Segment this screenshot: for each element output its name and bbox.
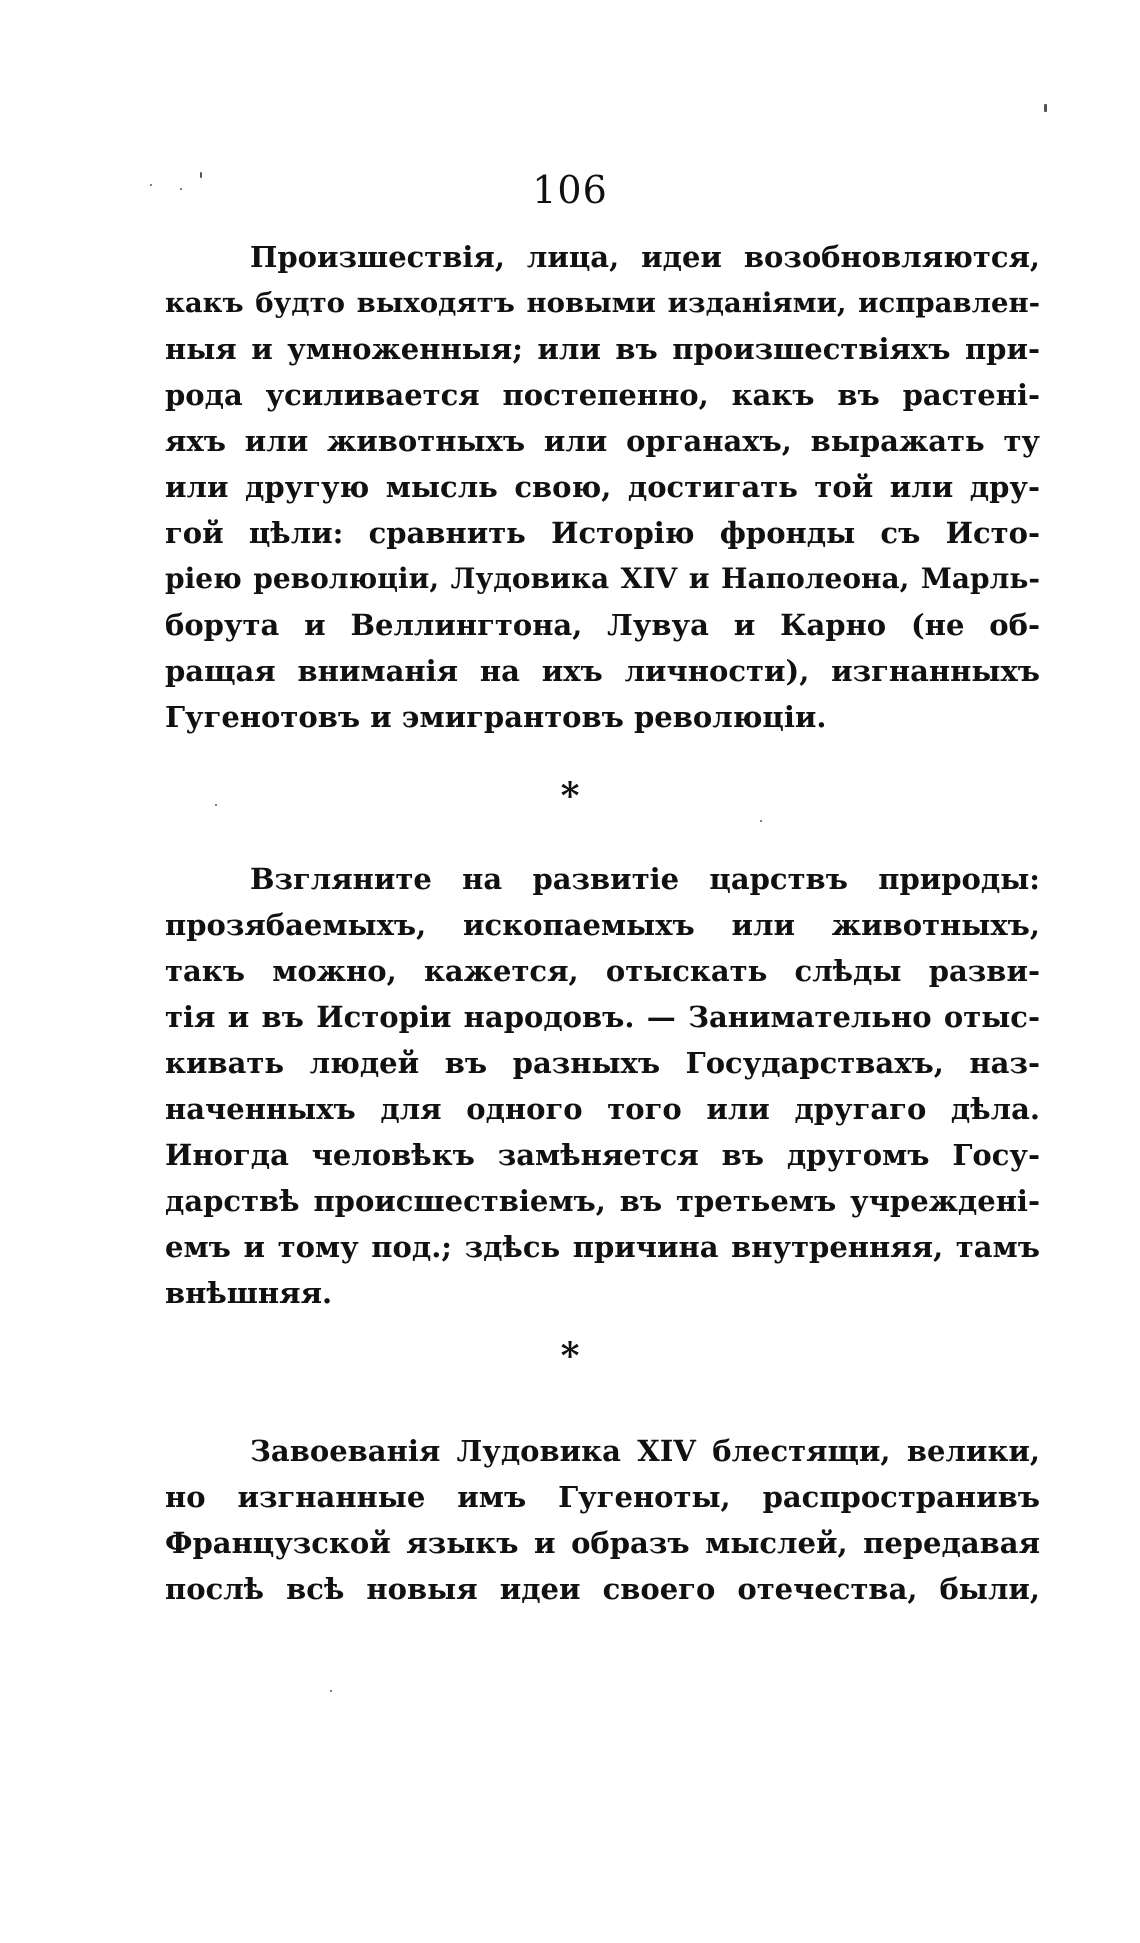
text-line: внѣшняя. <box>165 1276 333 1310</box>
paragraph-2 <box>165 856 1040 1316</box>
scan-speck <box>330 1690 332 1692</box>
text-line: Иногда человѣкъ замѣняется въ другомъ Госу- <box>165 1138 1040 1172</box>
text-line: послѣ всѣ новыя идеи своего отечества, были, <box>165 1572 1040 1606</box>
text-line: Французской языкъ и образъ мыслей, передавая <box>165 1526 1040 1560</box>
scan-speck <box>760 820 762 822</box>
text-line: Гугенотовъ и эмигрантовъ революціи. <box>165 700 827 734</box>
text-line: тія и въ Исторіи народовъ. — Занимательно отыс- <box>165 1000 1040 1034</box>
paragraph-3 <box>165 1428 1040 1612</box>
text-line: дарствѣ происшествіемъ, въ третьемъ учрежденi- <box>165 1184 1040 1218</box>
text-line: но изгнанные имъ Гугеноты, распространивъ <box>165 1480 1040 1514</box>
text-line: ныя и умноженныя; или въ произшествіяхъ при- <box>165 332 1040 366</box>
asterisk-separator: * <box>560 1335 580 1377</box>
text-line: такъ можно, кажется, отыскать слѣды разви- <box>165 954 1040 988</box>
text-line: Произшествія, лица, идеи возобновляются, <box>250 240 1040 274</box>
text-line: Завоеванія Лудовика XIV блестящи, велики, <box>250 1434 1040 1468</box>
text-line: яхъ или животныхъ или органахъ, выражать ту <box>165 424 1040 458</box>
text-line: ріею революціи, Лудовика XIV и Наполеона, Марль- <box>165 562 1040 595</box>
text-line: Взгляните на развитіе царствъ природы: <box>250 862 1040 896</box>
text-line: кивать людей въ разныхъ Государствахъ, наз- <box>165 1046 1040 1080</box>
text-line: какъ будто выходятъ новыми изданіями, исправлен- <box>165 287 1040 319</box>
page-number: 106 <box>532 168 608 212</box>
text-line: гой цѣли: сравнить Исторію фронды съ Исто- <box>165 516 1040 550</box>
text-line: или другую мысль свою, достигать той или дру- <box>165 470 1040 504</box>
asterisk-separator: * <box>560 775 580 817</box>
text-line: наченныхъ для одного того или другаго дѣла. <box>165 1092 1040 1126</box>
text-line: ращая вниманія на ихъ личности), изгнанныхъ <box>165 654 1040 688</box>
text-line: прозябаемыхъ, ископаемыхъ или животныхъ, <box>165 908 1040 942</box>
text-line: рода усиливается постепенно, какъ въ растені- <box>165 378 1040 412</box>
paragraph-1 <box>165 234 1040 740</box>
text-line: емъ и тому под.; здѣсь причина внутренняя, тамъ <box>165 1230 1040 1264</box>
text-line: борута и Веллингтона, Лувуа и Карно (не об- <box>165 608 1040 642</box>
scan-speck <box>1044 104 1047 112</box>
